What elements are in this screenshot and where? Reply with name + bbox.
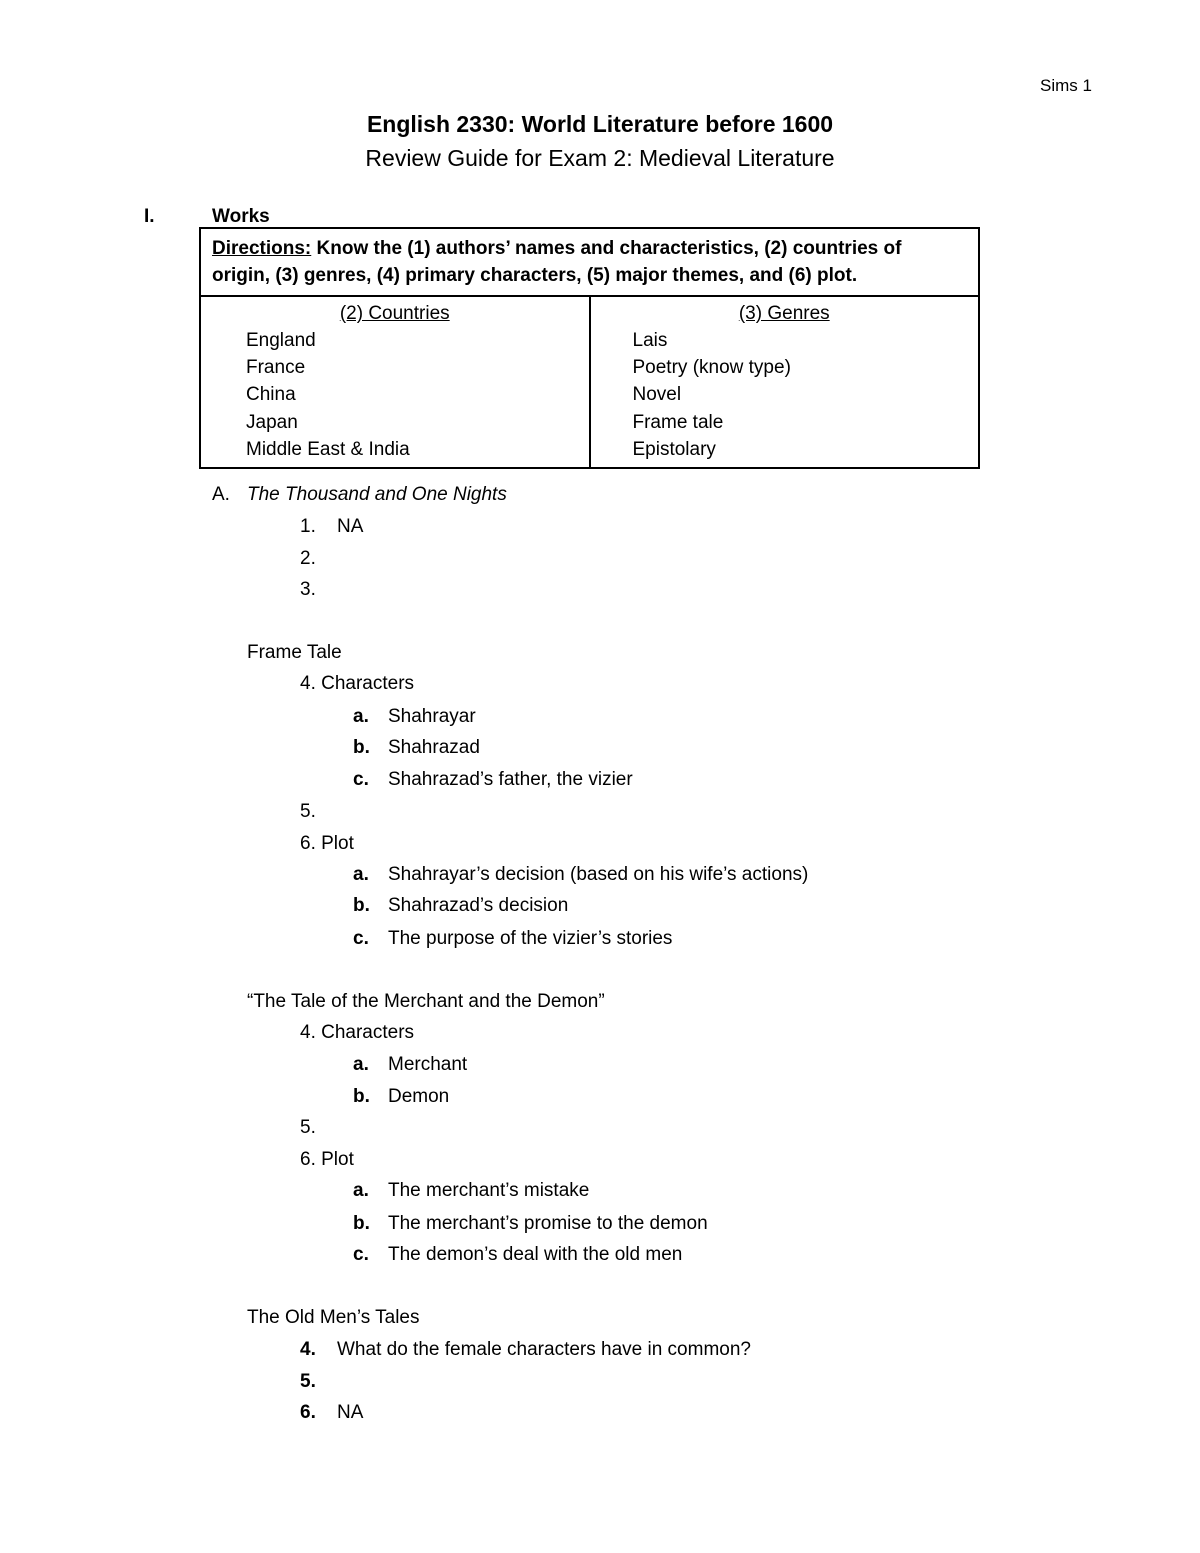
genre-item: Poetry (know type) [632, 357, 791, 379]
sublist-item: Shahrazad’s father, the vizier [388, 769, 633, 790]
characters-label: 4. Characters [300, 673, 415, 694]
genres-header: (3) Genres [738, 303, 830, 324]
list-number: 5. [300, 1117, 316, 1138]
page-header: Sims 1 [1040, 76, 1092, 95]
section-numeral: I. [144, 206, 155, 227]
list-number: 5. [300, 801, 316, 822]
list-number: 4. [300, 1339, 316, 1360]
genre-item: Lais [632, 330, 668, 351]
sublist-letter: c. [353, 1244, 369, 1265]
sublist-item: The merchant’s mistake [388, 1180, 590, 1201]
plot-label: 6. Plot [300, 1149, 354, 1170]
subsection-heading: Frame Tale [247, 642, 342, 663]
sublist-item: The purpose of the vizier’s stories [388, 928, 673, 949]
sublist-letter: a. [353, 1054, 369, 1075]
country-item: France [246, 357, 306, 379]
section-title: Works [212, 206, 270, 227]
countries-column [200, 296, 590, 468]
sublist-letter: a. [353, 706, 369, 727]
sublist-letter: b. [353, 737, 370, 758]
list-number: 2. [300, 548, 316, 569]
sublist-letter: a. [353, 864, 369, 885]
country-item: England [246, 330, 316, 351]
genres-column [590, 296, 980, 468]
characters-label: 4. Characters [300, 1022, 415, 1043]
sublist-item: Shahrazad’s decision [388, 895, 569, 916]
sublist-item: Merchant [388, 1054, 468, 1075]
sublist-item: The demon’s deal with the old men [388, 1244, 683, 1265]
sublist-item: Shahrayar [388, 706, 476, 727]
genre-item: Novel [632, 384, 682, 406]
list-item: NA [337, 516, 364, 537]
list-number: 6. [300, 1402, 316, 1423]
list-number: 1. [300, 516, 316, 537]
list-number: 5. [300, 1371, 316, 1392]
sublist-letter: b. [353, 1086, 370, 1107]
countries-header: (2) Countries [339, 303, 450, 324]
sublist-item: Shahrayar’s decision (based on his wife’s actions) [388, 864, 809, 885]
work-letter: A. [212, 484, 230, 505]
sublist-letter: c. [353, 769, 369, 790]
list-number: 3. [300, 579, 316, 600]
country-item: Middle East & India [246, 438, 410, 460]
sublist-letter: b. [353, 1213, 370, 1234]
plot-label: 6. Plot [300, 833, 354, 854]
document-subtitle: Review Guide for Exam 2: Medieval Literature [365, 145, 835, 171]
directions-cell [200, 228, 979, 296]
sublist-item: Demon [388, 1086, 450, 1107]
list-item: NA [337, 1402, 364, 1423]
directions-text-line2: origin, (3) genres, (4) primary characters, (5) major themes, and (6) plot. [212, 265, 858, 286]
subsection-heading: The Old Men’s Tales [247, 1307, 420, 1328]
sublist-letter: c. [353, 928, 369, 949]
directions-label: Directions: [212, 238, 312, 259]
country-item: China [246, 384, 296, 406]
sublist-item: Shahrazad [388, 737, 480, 758]
genre-item: Epistolary [632, 438, 716, 460]
subsection-heading: “The Tale of the Merchant and the Demon” [247, 991, 605, 1012]
genre-item: Frame tale [632, 411, 724, 433]
country-item: Japan [246, 411, 298, 433]
work-title: The Thousand and One Nights [247, 484, 507, 505]
directions-text-line1: Know the (1) authors’ names and characteristics, (2) countries of [316, 238, 902, 259]
sublist-letter: a. [353, 1180, 369, 1201]
list-item: What do the female characters have in common? [337, 1339, 751, 1360]
sublist-letter: b. [353, 895, 370, 916]
sublist-item: The merchant’s promise to the demon [388, 1213, 708, 1234]
directions-table [199, 227, 980, 469]
document-title: English 2330: World Literature before 1600 [366, 111, 834, 137]
